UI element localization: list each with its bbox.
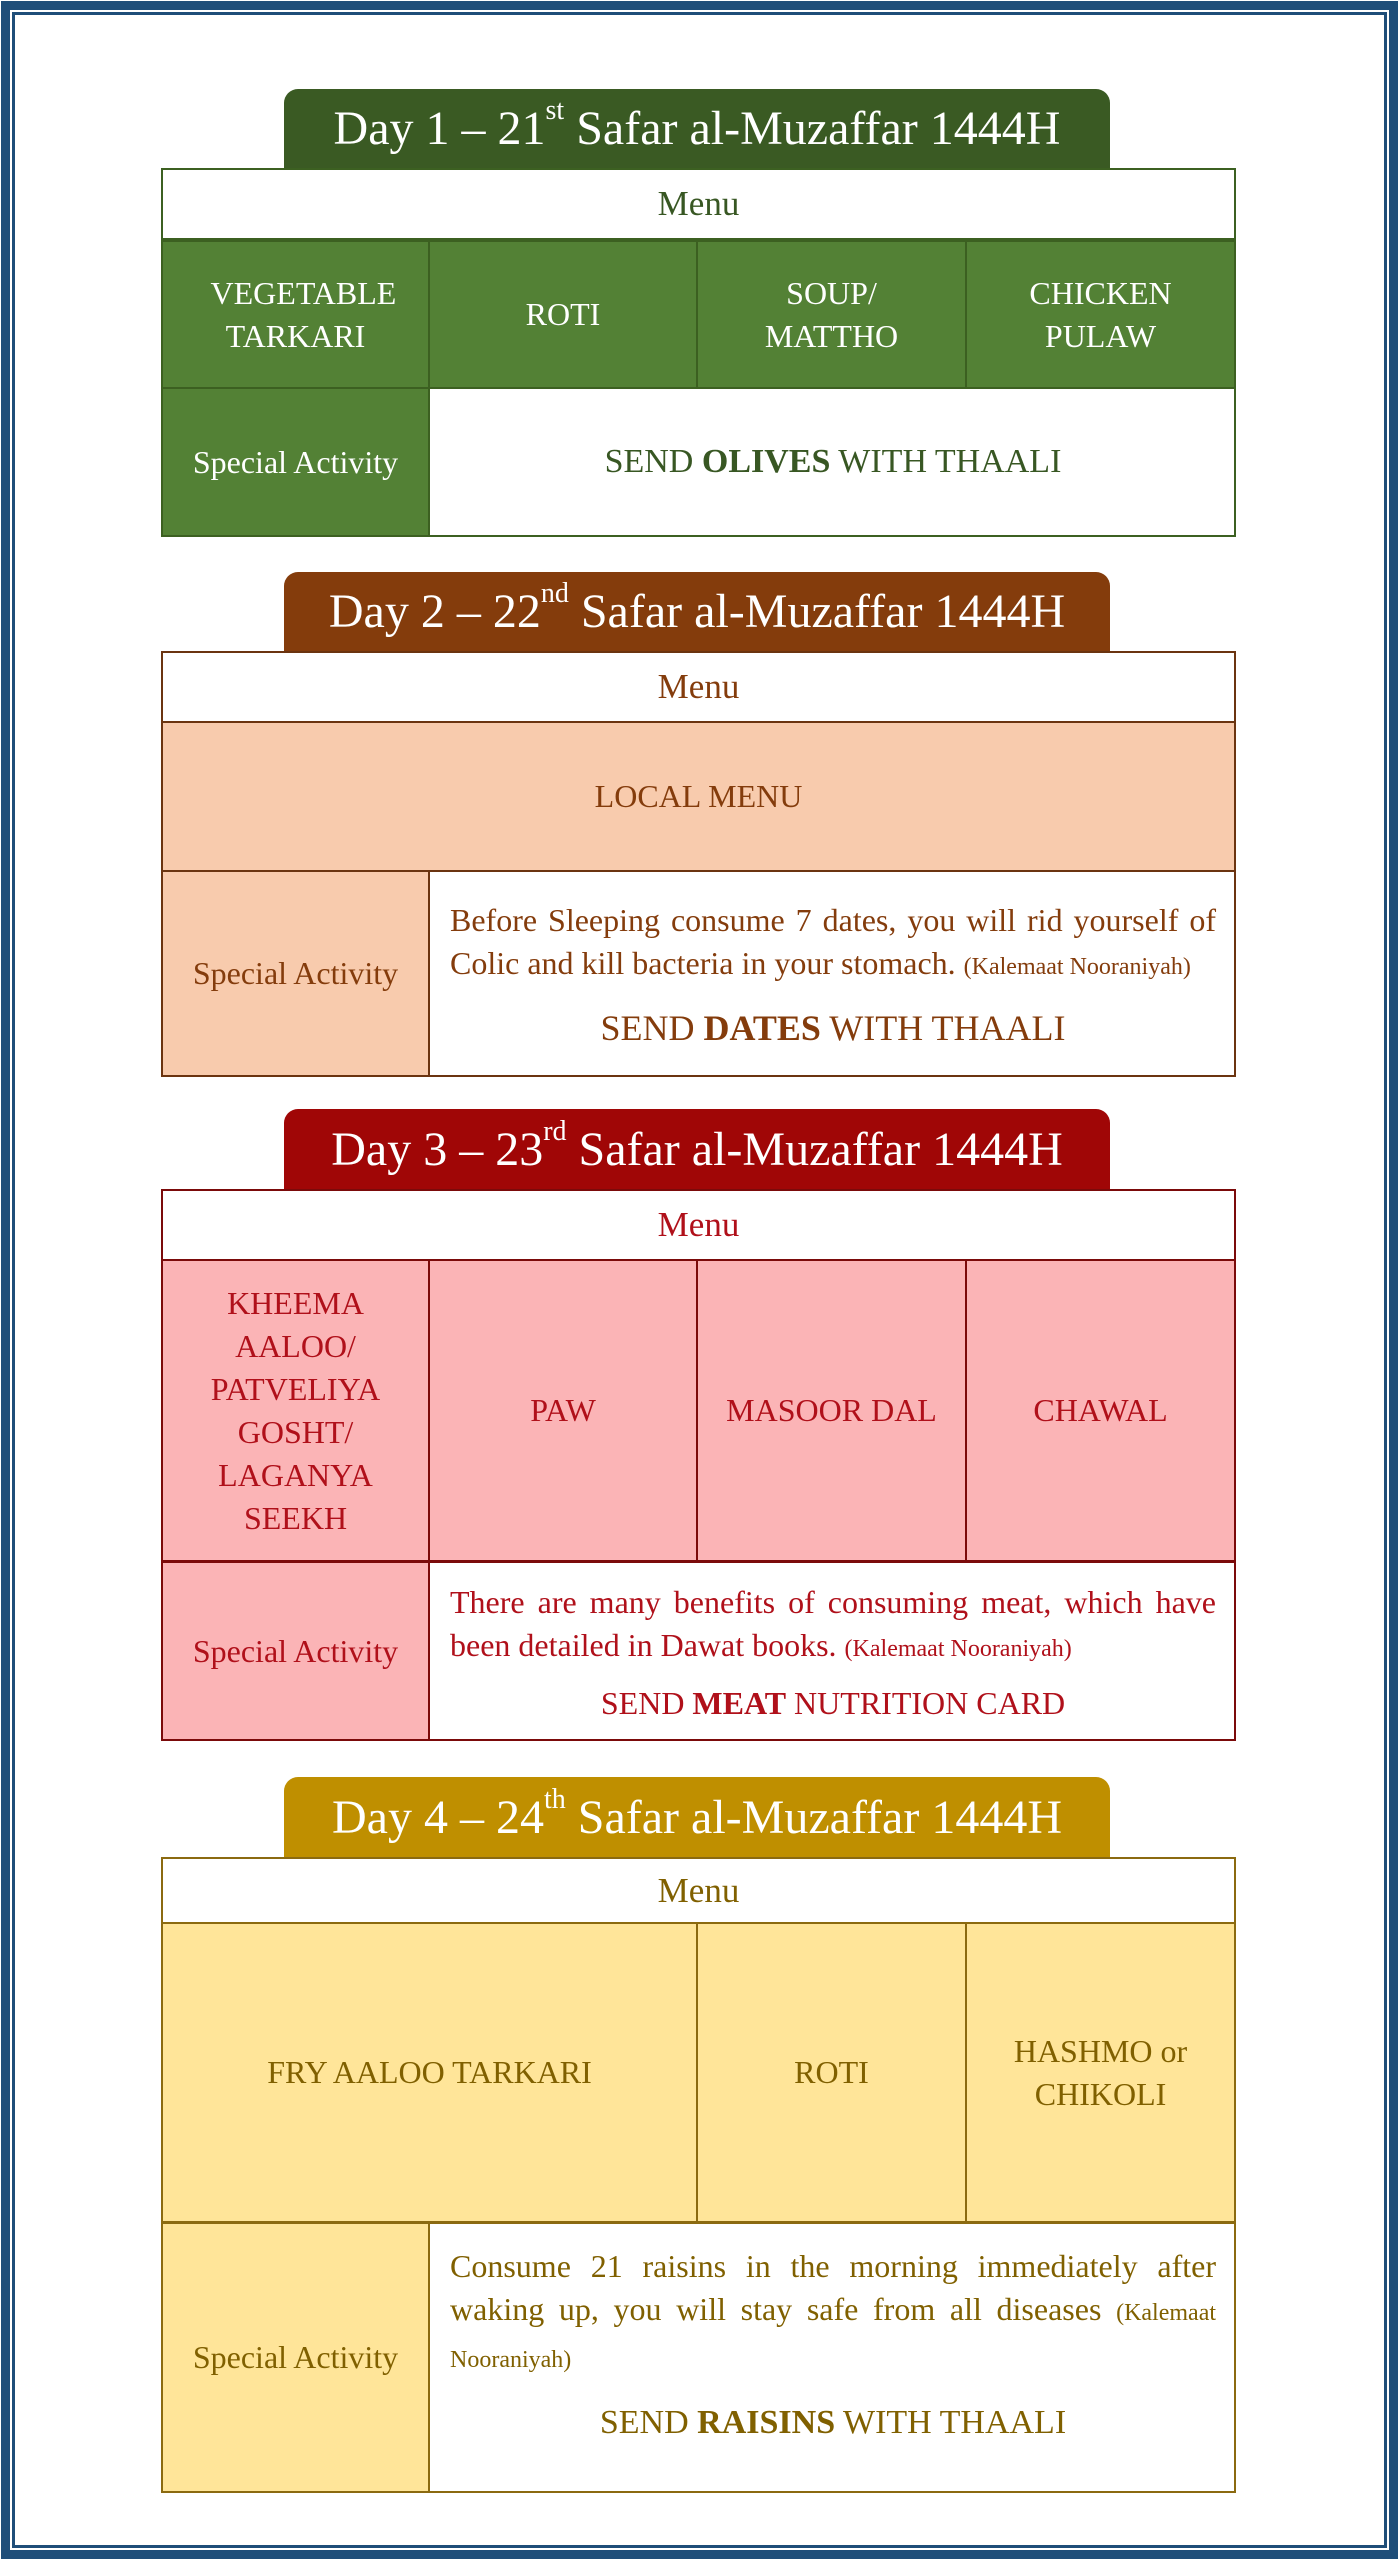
activity-description: There are many benefits of consuming meat, which have been detailed in Dawat books. (Kalemaat Nooraniyah) (450, 1583, 1216, 1663)
special-activity-label: Special Activity (161, 2223, 430, 2493)
description-source: (Kalemaat Nooraniyah) (844, 1635, 1072, 1662)
menu-label: Menu (657, 667, 740, 706)
menu-items-row (161, 723, 1236, 872)
menu-header-row (161, 651, 1236, 723)
day-title-tab (284, 1777, 1110, 1857)
day-title: Day 2 – 22nd Safar al-Muzaffar 1444H (328, 578, 1066, 638)
day-title: Day 3 – 23rd Safar al-Muzaffar 1444H (331, 1115, 1063, 1176)
special-activity-label: Special Activity (161, 389, 430, 537)
menu-header-row (161, 168, 1236, 240)
menu-label: Menu (657, 184, 740, 223)
menu-label: Menu (657, 1205, 740, 1244)
menu-items-row (161, 1924, 1236, 2223)
special-activity-body (430, 2223, 1236, 2493)
day-title-tab (284, 89, 1110, 168)
menu-header-row (161, 1857, 1236, 1924)
special-activity-row (161, 389, 1236, 537)
activity-description: Before Sleeping consume 7 dates, you will rid yourself of Colic and kill bacteria in your stomach. (Kalemaat Nooraniyah) (450, 901, 1216, 981)
menu-item: KHEEMA AALOO/ PATVELIYA GOSHT/ LAGANYA SEEKH (161, 1261, 430, 1562)
send-instruction: SEND DATES WITH THAALI (600, 1007, 1066, 1048)
menu-item: VEGETABLE TARKARI (161, 240, 430, 389)
description-source: (Kalemaat Nooraniyah) (963, 953, 1191, 980)
day-title-tab (284, 572, 1110, 651)
menu-item: LOCAL MENU (161, 723, 1236, 872)
special-activity-label: Special Activity (161, 1562, 430, 1741)
send-instruction: SEND RAISINS WITH THAALI (599, 2404, 1067, 2441)
send-instruction: SEND MEAT NUTRITION CARD (600, 1684, 1066, 1721)
menu-item: ROTI (698, 1924, 967, 2223)
menu-header-row (161, 1189, 1236, 1261)
special-activity-label: Special Activity (161, 872, 430, 1077)
day-title: Day 1 – 21st Safar al-Muzaffar 1444H (333, 95, 1061, 155)
special-activity-row (161, 2223, 1236, 2493)
menu-item: CHAWAL (967, 1261, 1236, 1562)
menu-item: PAW (430, 1261, 698, 1562)
send-instruction: SEND OLIVES WITH THAALI (604, 443, 1062, 480)
menu-items-row (161, 1261, 1236, 1562)
day-title: Day 4 – 24th Safar al-Muzaffar 1444H (332, 1783, 1062, 1844)
special-activity-body (430, 872, 1236, 1077)
menu-item: FRY AALOO TARKARI (161, 1924, 698, 2223)
day-title-tab (284, 1109, 1110, 1189)
menu-items-row (161, 240, 1236, 389)
menu-item: MASOOR DAL (698, 1261, 967, 1562)
special-activity-body (430, 389, 1236, 537)
special-activity-body (430, 1562, 1236, 1741)
menu-item: CHICKEN PULAW (967, 240, 1236, 389)
menu-item: HASHMO or CHIKOLI (967, 1924, 1236, 2223)
special-activity-row (161, 1562, 1236, 1741)
menu-item: ROTI (430, 240, 698, 389)
description-source: (Kalemaat Nooraniyah) (450, 2300, 1217, 2373)
menu-item: SOUP/ MATTHO (698, 240, 967, 389)
activity-description: Consume 21 raisins in the morning immediately after waking up, you will stay safe from all diseases (Kalemaat Nooraniyah) (450, 2248, 1217, 2373)
special-activity-row (161, 872, 1236, 1077)
menu-label: Menu (657, 1870, 740, 1910)
